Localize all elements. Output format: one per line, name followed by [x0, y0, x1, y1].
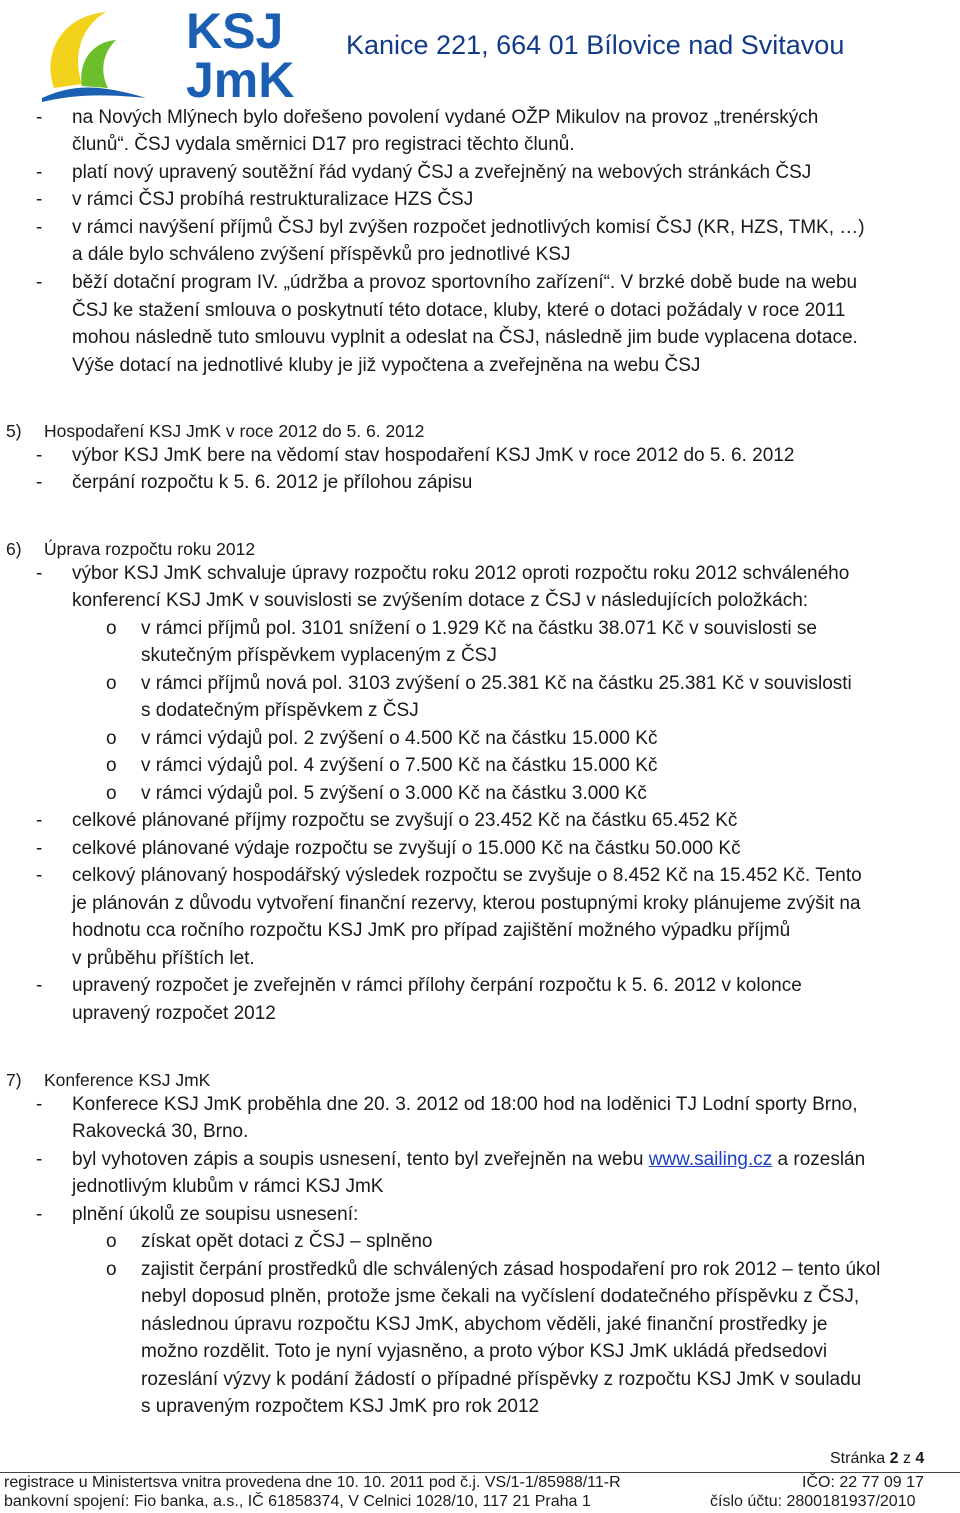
list-item: platí nový upravený soutěžní řád vydaný ČSJ a zveřejněný na webových stránkách ČSJ	[72, 162, 812, 183]
list-item: běží dotační program IV. „údržba a provoz sportovního zařízení“. V brzké době bude na webu	[72, 272, 858, 293]
list-item-cont: upravený rozpočet 2012	[72, 1003, 276, 1024]
section-number: 6)	[6, 539, 22, 559]
sub-item-cont: možno rozdělit. Toto je nyní vyjasněno, a proto výbor KSJ JmK ukládá předsedovi	[141, 1341, 828, 1362]
list-item: celkové plánované příjmy rozpočtu se zvyšují o 23.452 Kč na částku 65.452 Kč	[72, 810, 738, 831]
page-total: 4	[915, 1450, 925, 1467]
dash-marker: -	[36, 838, 43, 859]
footer-divider	[0, 1472, 960, 1473]
section-title: Konference KSJ JmK	[44, 1070, 211, 1090]
sub-item: v rámci výdajů pol. 2 zvýšení o 4.500 Kč na částku 15.000 Kč	[141, 728, 658, 749]
list-item-text: a rozeslán	[777, 1149, 866, 1170]
dash-marker: -	[36, 1149, 43, 1170]
list-item-cont: v průběhu příštích let.	[72, 948, 255, 969]
list-item-cont: jednotlivým klubům v rámci KSJ JmK	[72, 1176, 384, 1197]
footer-bank: bankovní spojení: Fio banka, a.s., IČ 61858374, V Celnici 1028/10, 117 21 Praha 1	[4, 1493, 591, 1510]
list-item: Konferece KSJ JmK proběhla dne 20. 3. 2012 od 18:00 hod na loděnici TJ Lodní sporty Brno,	[72, 1094, 858, 1115]
sub-item: získat opět dotaci z ČSJ – splněno	[141, 1231, 433, 1252]
list-item-cont: konferencí KSJ JmK v souvislosti se zvýšením dotace z ČSJ v následujících položkách:	[72, 590, 809, 611]
list-item: upravený rozpočet je zveřejněn v rámci přílohy čerpání rozpočtu k 5. 6. 2012 v kolonce	[72, 975, 802, 996]
logo-green-swoosh	[81, 40, 116, 88]
sub-item-cont: nebyl doposud plněn, protože jsme čekali na vyčíslení dodatečného příspěvku z ČSJ,	[141, 1286, 860, 1307]
list-item-cont: ČSJ ke stažení smlouva o poskytnutí této dotace, kluby, které o dotaci požádaly v roce 2011	[72, 300, 846, 321]
dash-marker: -	[36, 1094, 43, 1115]
footer-ico: IČO: 22 77 09 17	[802, 1474, 924, 1491]
footer-account: číslo účtu: 2800181937/2010	[710, 1493, 916, 1510]
list-item: v rámci navýšení příjmů ČSJ byl zvýšen rozpočet jednotlivých komisí ČSJ (KR, HZS, TMK, …)	[72, 217, 865, 238]
list-item-cont: člunů“. ČSJ vydala směrnici D17 pro registraci těchto člunů.	[72, 134, 575, 155]
dash-marker: -	[36, 865, 43, 886]
page-sep: z	[902, 1450, 911, 1467]
sub-item-cont: s upraveným rozpočtem KSJ JmK pro rok 2012	[141, 1396, 540, 1417]
dash-marker: -	[36, 472, 43, 493]
sub-item-cont: následnou úpravu rozpočtu KSJ JmK, abychom věděli, jaké finanční prostředky je	[141, 1314, 828, 1335]
section-number: 7)	[6, 1070, 22, 1090]
dash-marker: -	[36, 810, 43, 831]
list-item: čerpání rozpočtu k 5. 6. 2012 je přílohou zápisu	[72, 472, 473, 493]
sub-item: v rámci výdajů pol. 5 zvýšení o 3.000 Kč na částku 3.000 Kč	[141, 783, 647, 804]
bullet-marker: o	[106, 783, 117, 804]
bullet-marker: o	[106, 1259, 117, 1280]
dash-marker: -	[36, 1204, 43, 1225]
logo-text-top: KSJ	[186, 3, 284, 59]
footer-registration: registrace u Ministertsva vnitra provedena dne 10. 10. 2011 pod č.j. VS/1-1/85988/11-R	[4, 1474, 621, 1491]
dash-marker: -	[36, 107, 43, 128]
list-item-cont: Rakovecká 30, Brno.	[72, 1121, 249, 1142]
list-item: výbor KSJ JmK schvaluje úpravy rozpočtu roku 2012 oproti rozpočtu roku 2012 schváleného	[72, 563, 850, 584]
logo-blue-swoosh	[42, 87, 146, 102]
dash-marker: -	[36, 445, 43, 466]
list-item: v rámci ČSJ probíhá restrukturalizace HZS ČSJ	[72, 189, 474, 210]
page-prefix: Stránka	[830, 1450, 886, 1467]
list-item-cont: hodnotu cca ročního rozpočtu KSJ JmK pro případ zajištění možného výpadku příjmů	[72, 920, 791, 941]
dash-marker: -	[36, 563, 43, 584]
sub-item-cont: rozeslání výzvy k podání žádostí o případné příspěvky z rozpočtu KSJ JmK v souladu	[141, 1369, 862, 1390]
sub-item: v rámci příjmů pol. 3101 snížení o 1.929 Kč na částku 38.071 Kč v souvislosti se	[141, 618, 817, 639]
dash-marker: -	[36, 162, 43, 183]
bullet-marker: o	[106, 755, 117, 776]
sailing-website-link[interactable]: www.sailing.cz	[648, 1149, 773, 1170]
list-item-text: byl vyhotoven zápis a soupis usnesení, tento byl zveřejněn na webu	[72, 1149, 644, 1170]
page-current: 2	[889, 1450, 899, 1467]
bullet-marker: o	[106, 1231, 117, 1252]
sub-item: v rámci příjmů nová pol. 3103 zvýšení o 25.381 Kč na částku 25.381 Kč v souvislosti	[141, 673, 852, 694]
bullet-marker: o	[106, 618, 117, 639]
ksj-jmk-logo	[36, 2, 356, 102]
list-item: celkové plánované výdaje rozpočtu se zvyšují o 15.000 Kč na částku 50.000 Kč	[72, 838, 741, 859]
page-number	[830, 1450, 924, 1468]
logo-text-bottom: JmK	[186, 52, 295, 102]
dash-marker: -	[36, 272, 43, 293]
list-item-cont: mohou následně tuto smlouvu vyplnit a odeslat na ČSJ, následně jim bude vyplacena dotace.	[72, 327, 858, 348]
dash-marker: -	[36, 975, 43, 996]
sub-item: zajistit čerpání prostředků dle schválených zásad hospodaření pro rok 2012 – tento úkol	[141, 1259, 881, 1280]
section-number: 5)	[6, 421, 22, 441]
sub-item-cont: s dodatečným příspěvkem z ČSJ	[141, 700, 419, 721]
dash-marker: -	[36, 217, 43, 238]
list-item-cont: je plánován z důvodu vytvoření finanční rezervy, kterou postupnými kroky plánujeme zvýšit na	[72, 893, 861, 914]
sub-item: v rámci výdajů pol. 4 zvýšení o 7.500 Kč na částku 15.000 Kč	[141, 755, 658, 776]
dash-marker: -	[36, 189, 43, 210]
list-item-cont: Výše dotací na jednotlivé kluby je již vypočtena a zveřejněna na webu ČSJ	[72, 355, 701, 376]
list-item: plnění úkolů ze soupisu usnesení:	[72, 1204, 359, 1225]
list-item-cont: a dále bylo schváleno zvýšení příspěvků pro jednotlivé KSJ	[72, 244, 571, 265]
section-title: Hospodaření KSJ JmK v roce 2012 do 5. 6. 2012	[44, 421, 425, 441]
sub-item-cont: skutečným příspěvkem vyplaceným z ČSJ	[141, 645, 497, 666]
list-item: na Nových Mlýnech bylo dořešeno povolení vydané OŽP Mikulov na provoz „trenérských	[72, 107, 819, 128]
list-item	[72, 1146, 865, 1173]
bullet-marker: o	[106, 673, 117, 694]
bullet-marker: o	[106, 728, 117, 749]
list-item: výbor KSJ JmK bere na vědomí stav hospodaření KSJ JmK v roce 2012 do 5. 6. 2012	[72, 445, 795, 466]
header-address: Kanice 221, 664 01 Bílovice nad Svitavou	[346, 30, 845, 60]
section-title: Úprava rozpočtu roku 2012	[44, 539, 256, 559]
list-item: celkový plánovaný hospodářský výsledek rozpočtu se zvyšuje o 8.452 Kč na 15.452 Kč. Tento	[72, 865, 862, 886]
